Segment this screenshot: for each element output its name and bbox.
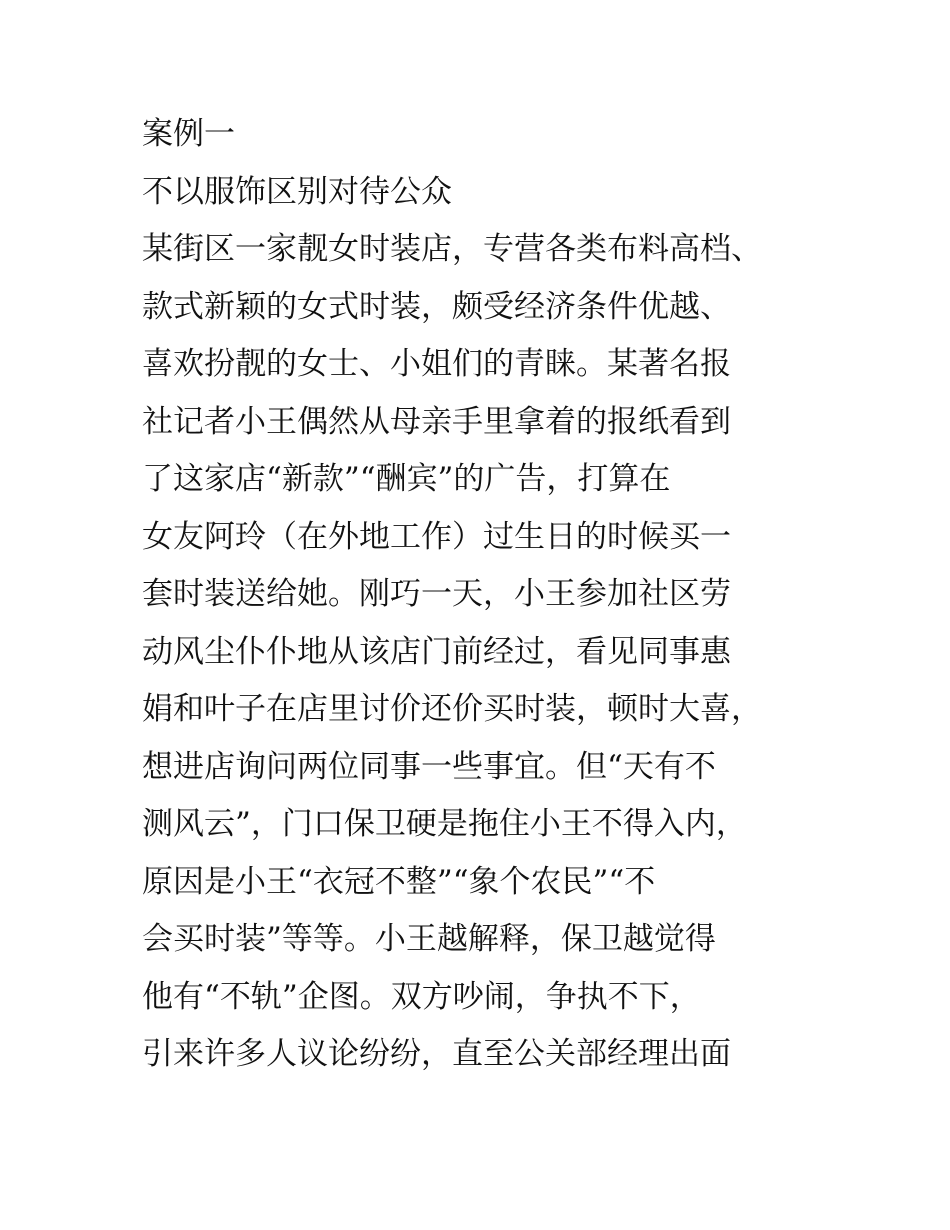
document-title: 案例一 bbox=[142, 116, 235, 152]
document-subtitle: 不以服饰区别对待公众 bbox=[142, 173, 452, 210]
paragraph-line: 引来许多人议论纷纷，直至公关部经理出面 bbox=[142, 1036, 731, 1072]
paragraph-line: 女友阿玲（在外地工作）过生日的时候买一 bbox=[142, 518, 731, 555]
paragraph-line: 原因是小王“衣冠不整”“象个农民”“不 bbox=[142, 863, 656, 900]
paragraph-line: 喜欢扮靓的女士、小姐们的青睐。某著名报 bbox=[142, 346, 731, 382]
paragraph-line: 想进店询问两位同事一些事宜。但“天有不 bbox=[142, 748, 716, 785]
paragraph-line: 社记者小王偶然从母亲手里拿着的报纸看到 bbox=[142, 403, 731, 440]
paragraph-line: 会买时装”等等。小王越解释，保卫越觉得 bbox=[142, 921, 716, 957]
paragraph-line: 套时装送给她。刚巧一天，小王参加社区劳 bbox=[142, 576, 731, 612]
paragraph-line: 某街区一家靓女时装店，专营各类布料高档、 bbox=[142, 231, 762, 267]
paragraph-line: 他有“不轨”企图。双方吵闹，争执不下， bbox=[142, 978, 701, 1015]
paragraph-line: 了这家店“新款”“酬宾”的广告，打算在 bbox=[142, 461, 671, 497]
paragraph-line: 娟和叶子在店里讨价还价买时装，顿时大喜， bbox=[142, 691, 762, 727]
document-body bbox=[142, 106, 842, 1084]
paragraph-line: 测风云”，门口保卫硬是拖住小王不得入内， bbox=[142, 806, 747, 842]
paragraph-line: 款式新颖的女式时装，颇受经济条件优越、 bbox=[142, 288, 731, 325]
paragraph-line: 动风尘仆仆地从该店门前经过，看见同事惠 bbox=[142, 633, 731, 670]
